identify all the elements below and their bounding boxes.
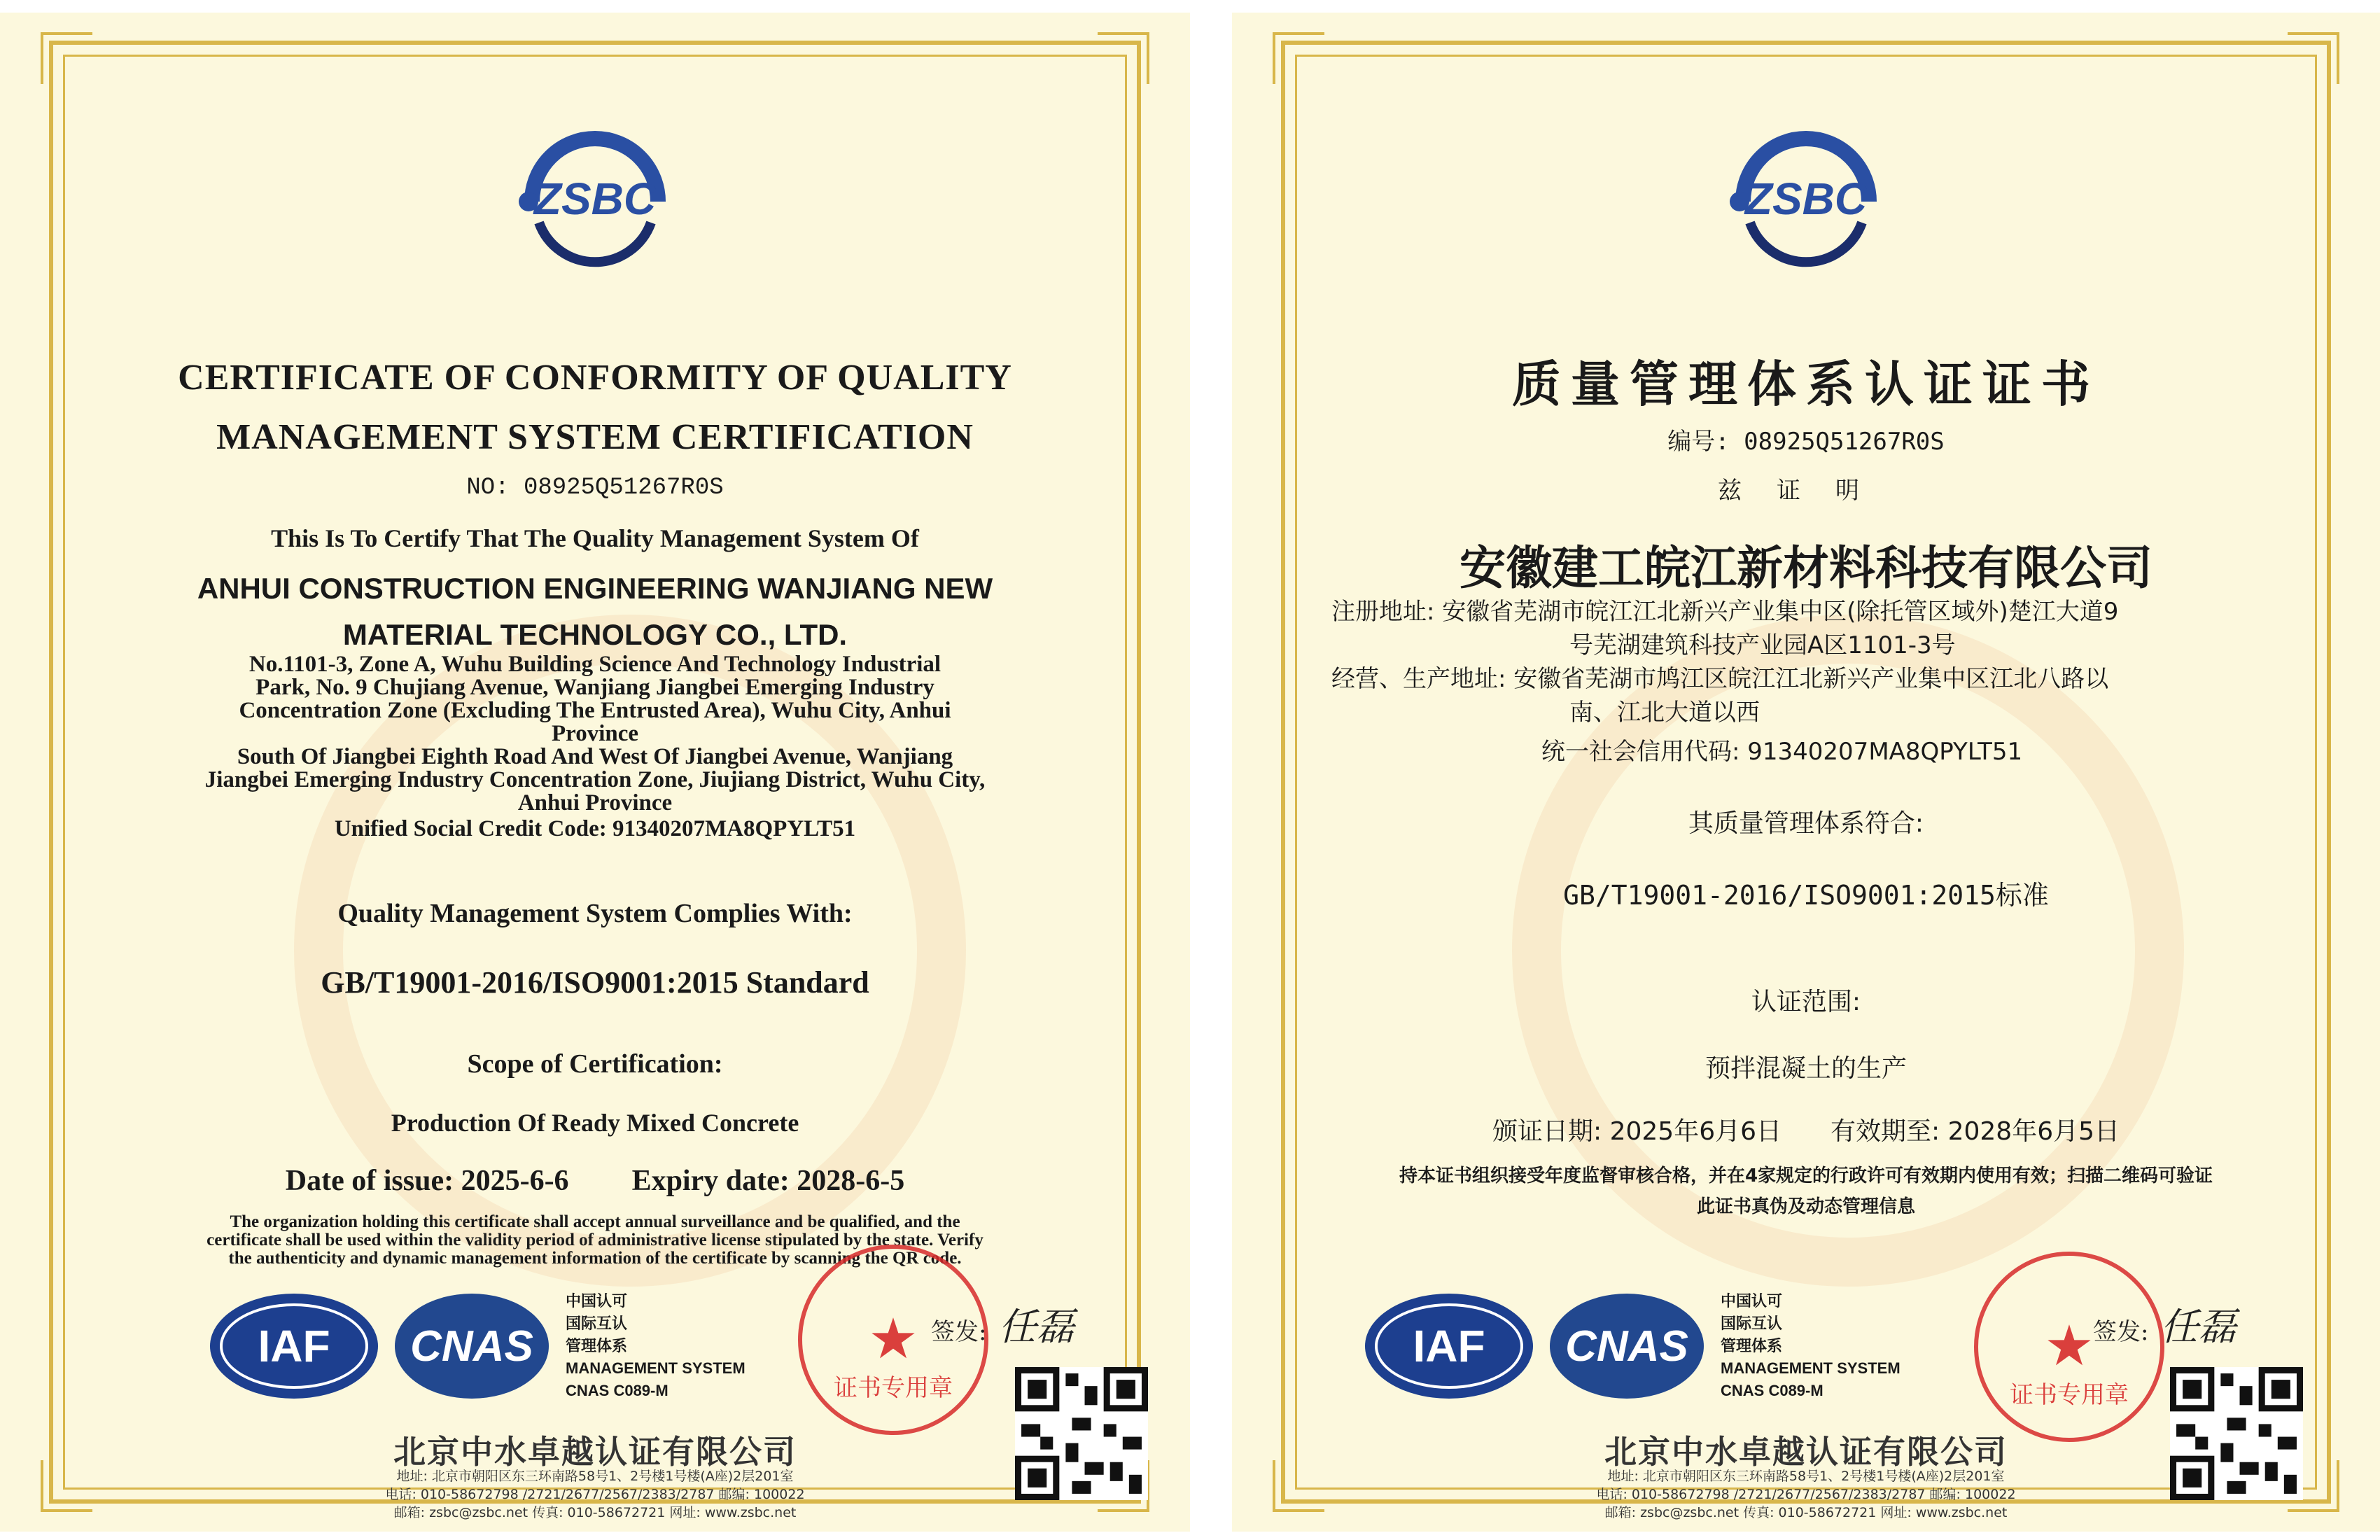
credit-code: 统一社会信用代码: 91340207MA8QPYLT51 xyxy=(1541,738,2023,766)
accr-line: 中国认可 xyxy=(566,1292,628,1310)
issuer-name: 北京中水卓越认证有限公司 xyxy=(393,1433,797,1471)
logo-text: ZSBC xyxy=(1744,174,1868,224)
star-icon: ★ xyxy=(2044,1316,2094,1378)
zsbc-logo xyxy=(0,111,1190,293)
title-line-2: MANAGEMENT SYSTEM CERTIFICATION xyxy=(216,417,974,457)
certify-statement: This Is To Certify That The Quality Management System Of xyxy=(271,524,919,552)
address-line: Anhui Province xyxy=(517,790,673,816)
footer-line: 地址: 北京市朝阳区东三环南路58号1、2号楼1号楼(A座)2层201室 xyxy=(1607,1469,2005,1484)
logo-text: ZSBC xyxy=(533,174,657,224)
certificate-chinese xyxy=(1232,13,2380,1532)
validity-note xyxy=(1232,1161,2380,1222)
cnas-badge: CNAS xyxy=(1550,1294,1704,1399)
address-line: 号芜湖建筑科技产业园A区1101-3号 xyxy=(1569,631,1956,659)
certificate-number: NO: 08925Q51267R0S xyxy=(466,475,724,501)
note-line: 此证书真伪及动态管理信息 xyxy=(1696,1196,1915,1217)
expiry-date: 有效期至: 2028年6月5日 xyxy=(1830,1117,2120,1146)
standard-text: GB/T19001-2016/ISO9001:2015标准 xyxy=(1563,880,2049,911)
accreditation-badges xyxy=(1365,1290,1900,1402)
signature-label: 签发: xyxy=(931,1318,987,1346)
accr-line: 中国认可 xyxy=(1721,1292,1783,1310)
issue-date: 颁证日期: 2025年6月6日 xyxy=(1492,1117,1782,1146)
accr-line: 管理体系 xyxy=(566,1337,628,1354)
scope-text: Production Of Ready Mixed Concrete xyxy=(391,1109,799,1137)
address-line: Concentration Zone (Excluding The Entrusted Area), Wuhu City, Anhui xyxy=(239,698,951,723)
dates-row xyxy=(1232,1112,2380,1147)
footer-line: 电话: 010-58672798 /2721/2677/2567/2383/2787 邮编: 100022 xyxy=(385,1487,805,1502)
issue-date: Date of issue: 2025-6-6 xyxy=(285,1165,569,1197)
address-line: Jiangbei Emerging Industry Concentration Zone, Jiujiang District, Wuhu City, xyxy=(204,767,986,792)
expiry-date: Expiry date: 2028-6-5 xyxy=(631,1165,905,1197)
signature-name: 任磊 xyxy=(2160,1305,2236,1349)
certificate-number: 编号: 08925Q51267R0S xyxy=(1667,428,1945,456)
footer-contact xyxy=(0,1467,1190,1522)
star-icon: ★ xyxy=(868,1309,918,1371)
note-line: the authenticity and dynamic management information of the certificate by scanning the QR code. xyxy=(228,1249,962,1268)
zsbc-logo xyxy=(1232,111,2380,293)
complies-heading: Quality Management System Complies With: xyxy=(337,899,853,928)
title-line-1: CERTIFICATE OF CONFORMITY OF QUALITY xyxy=(178,358,1012,398)
accr-line: CNAS C089-M xyxy=(566,1382,668,1399)
note-line: 持本证书组织接受年度监督审核合格，并在4家规定的行政许可有效期内使用有效；扫描二维码可验证 xyxy=(1399,1166,2213,1186)
signature-name: 任磊 xyxy=(998,1305,1074,1349)
company-name: 安徽建工皖江新材料科技有限公司 xyxy=(1460,541,2152,595)
accreditation-text xyxy=(566,1290,746,1402)
standard-text: GB/T19001-2016/ISO9001:2015 Standard xyxy=(321,965,869,1000)
signature xyxy=(2093,1297,2236,1351)
address-block xyxy=(0,653,1190,841)
corner-ornament xyxy=(1098,32,1149,84)
signature-label: 签发: xyxy=(2093,1318,2149,1346)
signature xyxy=(931,1297,1074,1351)
credit-code: Unified Social Credit Code: 91340207MA8QPYLT51 xyxy=(334,816,856,841)
footer-line: 地址: 北京市朝阳区东三环南路58号1、2号楼1号楼(A座)2层201室 xyxy=(396,1469,794,1484)
complies-heading: 其质量管理体系符合: xyxy=(1688,809,1924,838)
scope-heading: 认证范围: xyxy=(1751,988,1861,1016)
note-line: certificate shall be used within the validity period of administrative license stipulated by the state. Verify xyxy=(206,1231,983,1250)
company-name-line-1: ANHUI CONSTRUCTION ENGINEERING WANJIANG NEW xyxy=(197,572,993,605)
accr-line: MANAGEMENT SYSTEM xyxy=(1721,1359,1900,1377)
iaf-badge: IAF xyxy=(210,1294,378,1399)
address-line: No.1101-3, Zone A, Wuhu Building Science And Technology Industrial xyxy=(248,652,941,677)
footer-line: 邮箱: zsbc@zsbc.net 传真: 010-58672721 网址: www.zsbc.net xyxy=(393,1505,797,1520)
accr-line: MANAGEMENT SYSTEM xyxy=(566,1359,746,1377)
iaf-badge: IAF xyxy=(1365,1294,1533,1399)
corner-ornament xyxy=(1273,32,1324,84)
note-line: The organization holding this certificate shall accept annual surveillance and be qualified, and the xyxy=(230,1212,960,1231)
cnas-badge: CNAS xyxy=(395,1294,549,1399)
company-name-line-2: MATERIAL TECHNOLOGY CO., LTD. xyxy=(342,618,848,651)
corner-ornament xyxy=(41,32,92,84)
validity-note xyxy=(0,1213,1190,1268)
address-line: 注册地址: 安徽省芜湖市皖江江北新兴产业集中区(除托管区域外)楚江大道9 xyxy=(1331,598,2119,626)
address-line: 南、江北大道以西 xyxy=(1569,699,1760,727)
accr-line: 国际互认 xyxy=(566,1315,628,1332)
address-block xyxy=(1331,595,2304,769)
footer-contact xyxy=(1232,1467,2380,1522)
certificate-english xyxy=(0,13,1190,1532)
address-line: Province xyxy=(551,721,639,746)
dates-row xyxy=(0,1164,1190,1198)
scope-heading: Scope of Certification: xyxy=(467,1049,723,1079)
footer-line: 电话: 010-58672798 /2721/2677/2567/2383/2787 邮编: 100022 xyxy=(1596,1487,2016,1502)
address-line: Park, No. 9 Chujiang Avenue, Wanjiang Jiangbei Emerging Industry xyxy=(255,675,934,700)
address-line: 经营、生产地址: 安徽省芜湖市鸠江区皖江江北新兴产业集中区江北八路以 xyxy=(1331,665,2109,693)
accr-line: 国际互认 xyxy=(1721,1315,1783,1332)
corner-ornament xyxy=(2288,32,2339,84)
issuer-name: 北京中水卓越认证有限公司 xyxy=(1604,1433,2008,1471)
accreditation-badges xyxy=(210,1290,746,1402)
scope-text: 预拌混凝土的生产 xyxy=(1704,1054,1907,1083)
footer-line: 邮箱: zsbc@zsbc.net 传真: 010-58672721 网址: www.zsbc.net xyxy=(1604,1505,2008,1520)
address-line: South Of Jiangbei Eighth Road And West Of Jiangbei Avenue, Wanjiang xyxy=(237,744,953,769)
accr-line: CNAS C089-M xyxy=(1721,1382,1823,1399)
seal-text: 证书专用章 xyxy=(2010,1381,2129,1409)
accreditation-text xyxy=(1721,1290,1900,1402)
certify-statement: 兹证明 xyxy=(1718,477,1894,505)
accr-line: 管理体系 xyxy=(1721,1337,1783,1354)
seal-text: 证书专用章 xyxy=(834,1374,953,1402)
title-chinese: 质量管理体系认证证书 xyxy=(1512,356,2100,413)
